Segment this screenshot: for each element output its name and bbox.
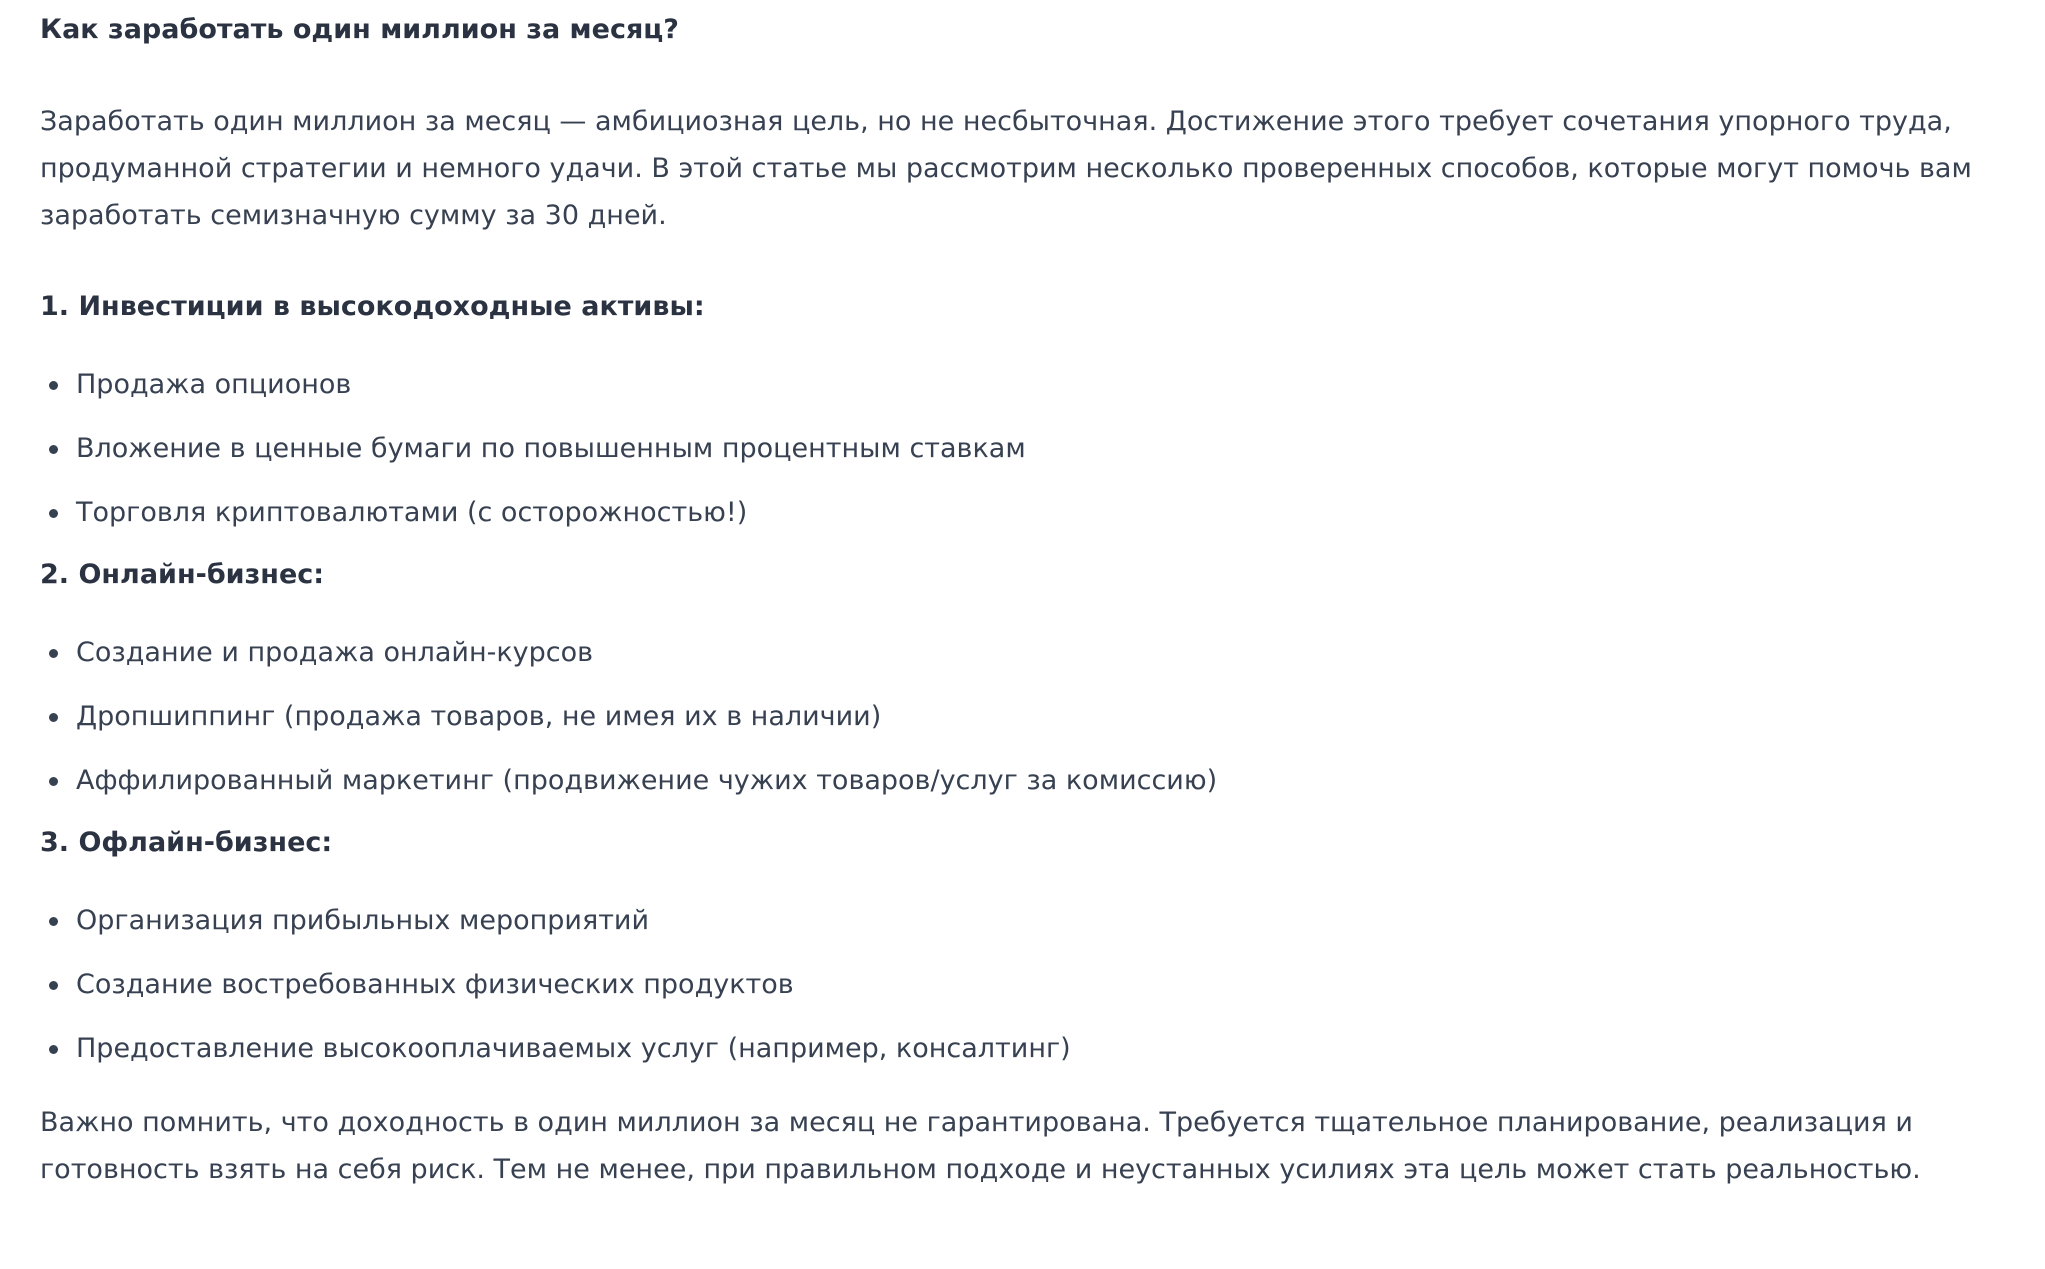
bullet-icon <box>49 981 58 990</box>
bullet-icon <box>49 1045 58 1054</box>
section-heading-offline-business: 3. Офлайн-бизнес: <box>40 827 333 858</box>
article-title: Как заработать один миллион за месяц? <box>40 14 679 45</box>
bullet-icon <box>49 509 58 518</box>
section-heading-investments: 1. Инвестиции в высокодоходные активы: <box>40 291 705 322</box>
intro-paragraph: Заработать один миллион за месяц — амбициозная цель, но не несбыточная. Достижение этого требует сочетания упорного труда, продуманной стратегии и немного удачи. В этой статье мы рассмотрим несколько проверенных способов, которые могут помочь вам заработать семизначную сумму за 30 дней. <box>40 106 1972 231</box>
bullet-icon <box>49 381 58 390</box>
list-item: Предоставление высокооплачиваемых услуг (например, консалтинг) <box>40 1029 1985 1069</box>
list-item: Торговля криптовалютами (с осторожностью!) <box>40 493 1985 533</box>
list-item: Создание востребованных физических продуктов <box>40 965 1985 1005</box>
bullet-icon <box>49 917 58 926</box>
conclusion-paragraph: Важно помнить, что доходность в один миллион за месяц не гарантирована. Требуется тщательное планирование, реализация и готовность взять на себя риск. Тем не менее, при правильном подходе и неустанных усилиях эта цель может стать реальностью. <box>40 1107 1921 1185</box>
list-investments <box>40 365 1985 533</box>
list-item: Создание и продажа онлайн-курсов <box>40 633 1985 673</box>
list-item: Вложение в ценные бумаги по повышенным процентным ставкам <box>40 429 1985 469</box>
list-online-business <box>40 633 1985 801</box>
bullet-icon <box>49 445 58 454</box>
section-heading-online-business: 2. Онлайн-бизнес: <box>40 559 325 590</box>
bullet-icon <box>49 713 58 722</box>
bullet-icon <box>49 777 58 786</box>
list-item: Продажа опционов <box>40 365 1985 405</box>
list-item: Организация прибыльных мероприятий <box>40 901 1985 941</box>
list-item: Дропшиппинг (продажа товаров, не имея их в наличии) <box>40 697 1985 737</box>
list-offline-business <box>40 901 1985 1069</box>
bullet-icon <box>49 649 58 658</box>
list-item: Аффилированный маркетинг (продвижение чужих товаров/услуг за комиссию) <box>40 761 1985 801</box>
